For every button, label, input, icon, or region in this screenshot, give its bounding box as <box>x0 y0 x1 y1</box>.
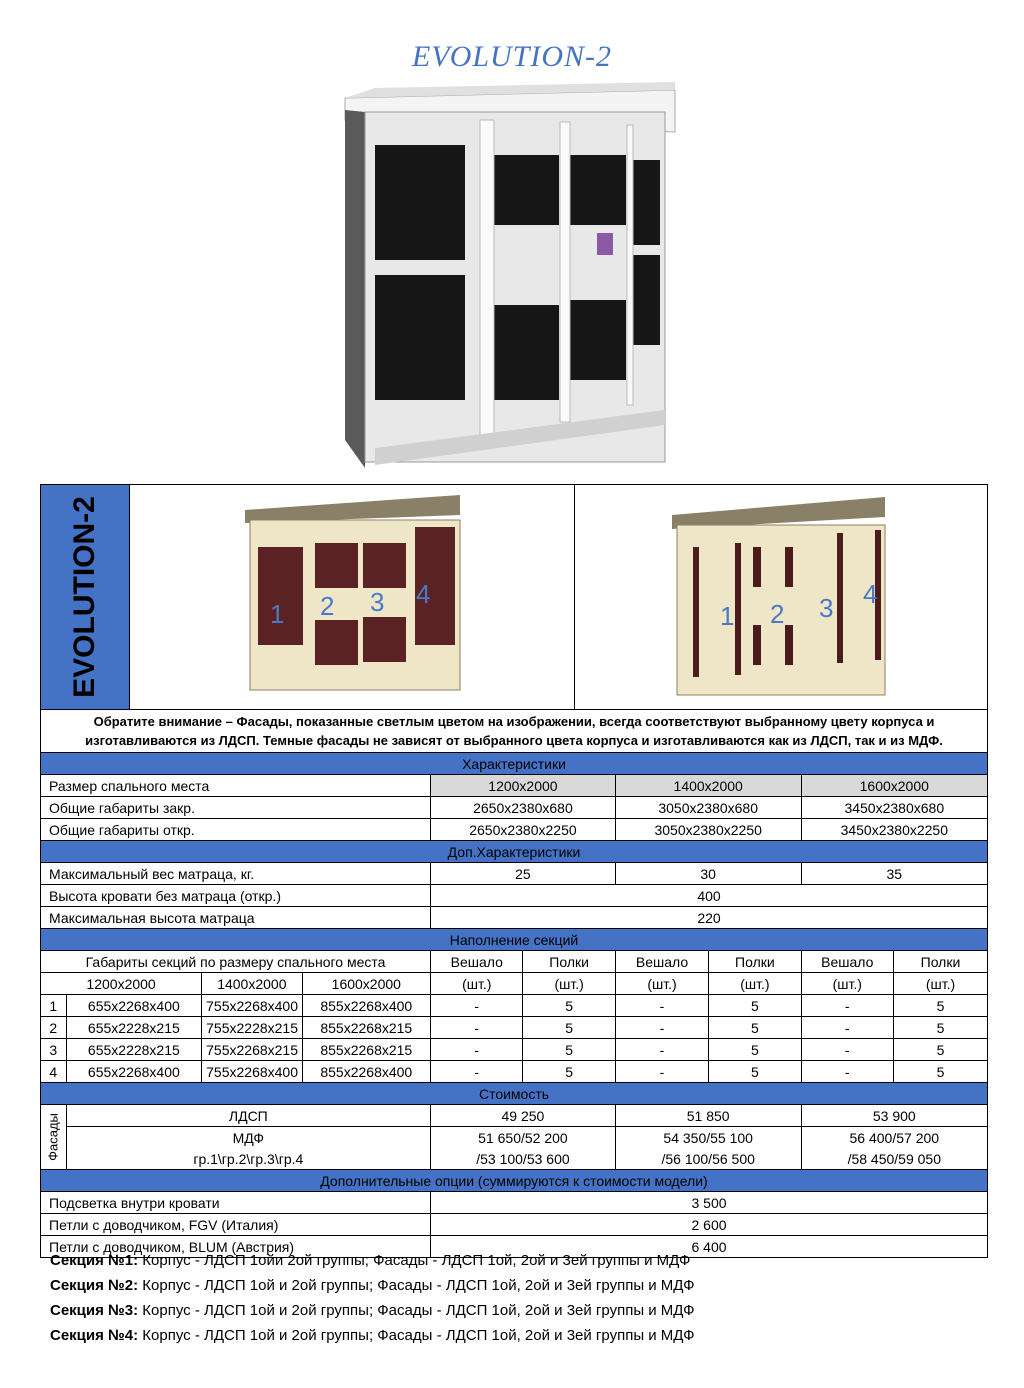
note-text: Обратите внимание – Фасады, показанные светлым цветом на изображении, всегда соответствуют выбранному цвету корпуса и изготавливаются из ЛДСП. Темные фасады не зависят от выбранного цвета корпуса и изготавливаются как из ЛДСП, так и из МДФ. <box>41 710 987 753</box>
table-row: Размер спального места 1200х2000 1400х2000 1600х2000 <box>41 775 987 797</box>
table-row: Максимальный вес матраца, кг. 25 30 35 <box>41 863 987 885</box>
section-line: Секция №1: Корпус - ЛДСП 1ойи 2ой группы; Фасады - ЛДСП 1ой, 2ой и 3ей группы и МДФ <box>50 1252 691 1269</box>
spec-sheet <box>40 484 988 1258</box>
table-row: Общие габариты закр. 2650х2380х680 3050х2380х680 3450х2380х680 <box>41 797 987 819</box>
cost-header: Стоимость <box>41 1083 987 1105</box>
facades-label: Фасады <box>41 1105 66 1170</box>
open-diagram <box>575 485 987 709</box>
options-header: Дополнительные опции (суммируются к стоимости модели) <box>41 1170 987 1192</box>
section-4-number: 4 <box>416 579 431 609</box>
table-row: МДФ 51 650/52 200 54 350/55 100 56 400/57 200 <box>41 1127 987 1149</box>
section-1-number-open: 1 <box>720 601 735 631</box>
page-title: EVOLUTION-2 <box>411 40 613 73</box>
table-row: Максимальная высота матраца 220 <box>41 907 987 929</box>
table-row: Общие габариты откр. 2650х2380х2250 3050х2380х2250 3450х2380х2250 <box>41 819 987 841</box>
characteristics-header: Характеристики <box>41 753 987 775</box>
table-row: 4 655х2268х400 755х2268х400 855х2268х400 - 5 - 5 - 5 <box>41 1061 987 1083</box>
section-line: Секция №4: Корпус - ЛДСП 1ой и 2ой группы; Фасады - ЛДСП 1ой, 2ой и 3ей группы и МДФ <box>50 1327 695 1344</box>
section-line: Секция №2: Корпус - ЛДСП 1ой и 2ой группы; Фасады - ЛДСП 1ой, 2ой и 3ей группы и МДФ <box>50 1277 695 1294</box>
section-3-number: 3 <box>370 587 385 617</box>
table-row: гр.1\гр.2\гр.3\гр.4 /53 100/53 600 /56 100/56 500 /58 450/59 050 <box>41 1148 987 1170</box>
table-row: 1 655х2268х400 755х2268х400 855х2268х400 - 5 - 5 - 5 <box>41 995 987 1017</box>
table-row: Петли с доводчиком, FGV (Италия) 2 600 <box>41 1214 987 1236</box>
section-line: Секция №3: Корпус - ЛДСП 1ой и 2ой группы; Фасады - ЛДСП 1ой, 2ой и 3ей группы и МДФ <box>50 1302 695 1319</box>
table-row: Петли с доводчиком, BLUM (Австрия) 6 400 <box>41 1236 987 1258</box>
extra-header: Доп.Характеристики <box>41 841 987 863</box>
section-3-number-open: 3 <box>819 593 834 623</box>
wardrobe-bed-render <box>335 80 690 475</box>
filling-header: Наполнение секций <box>41 929 987 951</box>
table-row: Подсветка внутри кровати 3 500 <box>41 1192 987 1214</box>
section-4-number-open: 4 <box>863 579 878 609</box>
side-label: EVOLUTION-2 <box>41 485 130 709</box>
table-row: Высота кровати без матраца (откр.) 400 <box>41 885 987 907</box>
section-1-number: 1 <box>270 599 285 629</box>
closed-diagram <box>130 485 575 709</box>
table-row: 3 655х2228х215 755х2268х215 855х2268х215 - 5 - 5 - 5 <box>41 1039 987 1061</box>
section-2-number: 2 <box>320 591 335 621</box>
table-row: Фасады ЛДСП 49 250 51 850 53 900 <box>41 1105 987 1127</box>
section-descriptions <box>50 1248 695 1348</box>
section-2-number-open: 2 <box>770 599 785 629</box>
spec-table: Характеристики Размер спального места 1200х2000 1400х2000 1600х2000 Общие габариты закр. 2650х2380х680 3050х2380х680 3450х2380х680 Общие габариты откр. 2650х2380х2250 3050х2380х2250 3450х2380х2250 Доп.Характеристики Максимальный вес матраца, кг. 25 30 35 Высота кровати без матраца (откр.) 400 Максимальная высота матраца 220 Наполнение секций Габариты секций по размеру спального места Вешало Полки Вешало Полки Вешало Полки 1200х2000 1400х2000 1600х2000 (шт.) (шт.) (шт.) (шт.) (шт.) (шт.) 1 655х2268х400 755х2268х400 855х2268х400 - 5 - 5 - 5 2 655х2228х215 755х2228х215 855х2268х215 - 5 - 5 - 5 3 655х2228х215 755х2268х215 855х2268х215 - 5 - 5 - 5 4 655х2268х400 755х2268х400 855х2268х400 - 5 - 5 - 5 Стоимость Фасады ЛДСП 49 250 51 850 53 900 МДФ 51 650/52 200 54 350/55 100 56 400/57 200 гр.1\гр.2\гр.3\гр.4 /53 100/53 600 /56 100/56 500 /58 450/59 050 Дополнительные опции (суммируются к стоимости модели) Подсветка внутри кровати 3 500 Петли с доводчиком, FGV (Италия) 2 600 Петли с доводчиком, BLUM (Австрия) 6 400 <box>41 753 987 1257</box>
table-row: 2 655х2228х215 755х2228х215 855х2268х215 - 5 - 5 - 5 <box>41 1017 987 1039</box>
